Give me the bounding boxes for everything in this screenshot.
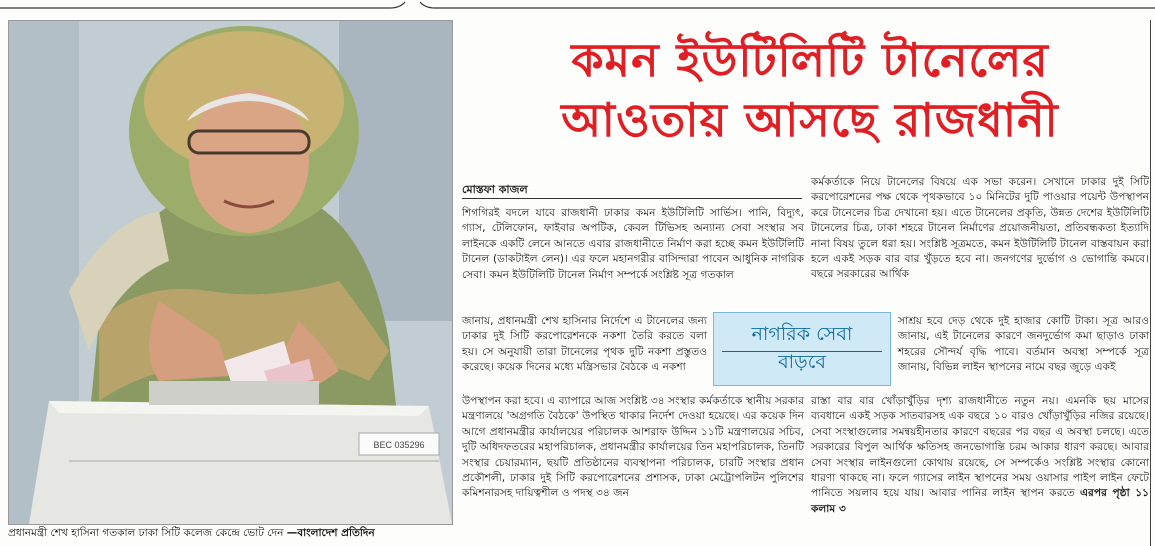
- article-text: শিগগিরই বদলে যাবে রাজধানী ঢাকার কমন ইউটিলিটি সার্ভিস। পানি, বিদ্যুৎ, গ্যাস, টেলিফোন, ফাইবার অপটিক, কেবল টিভিসহ অন্যান্য সেবা সংস্থার সব লাইনকে একটি লেনে আনতে এবার রাজধানীতে নির্মাণ করা হচ্ছে কমন ইউটিলিটি টানেল (ডাকটাইল লেন)। এর ফলে মহানগরীর বাসিন্দারা পাবেন আধুনিক নাগরিক সেবা। কমন ইউটিলিটি টানেল নির্মাণ সম্পর্কে সংশ্লিষ্ট সূত্র গতকাল: [462, 207, 804, 281]
- article-column-1-part-1: [462, 206, 804, 283]
- top-frame: [0, 0, 1155, 12]
- article-text: কর্মকর্তাকে নিয়ে টানেলের বিষয়ে এক সভা করেন। সেখানে ঢাকার দুই সিটি করপোরেশনের পক্ষ থেকে পৃথকভাবে ১০ মিনিটের দুটি পাওয়ার পয়েন্ট উপস্থাপন করে টানেলের চিত্র দেখানো হয়। এতে টানেলের প্রকৃতি, উন্নত দেশের ইউটিলিটি টানেলের চিত্র, ঢাকা শহরে টানেল নির্মাণের প্রয়োজনীয়তা, প্রতিবন্ধকতা ইত্যাদি নানা বিষয় তুলে ধরা হয়। সংশ্লিষ্ট সূত্রমতে, কমন ইউটিলিটি টানেল বাস্তবায়ন করা হলে একই সড়ক বার বার খুঁড়তে হবে না। জনগণের দুর্ভোগ ও ভোগান্তি কমবে। বছরে সরকারের আর্থিক: [811, 176, 1149, 281]
- continued-on-link[interactable]: এরপর পৃষ্ঠা ১১ কলাম ৩: [811, 487, 1149, 515]
- caption-text: প্রধানমন্ত্রী শেখ হাসিনা গতকাল ঢাকা সিটি কলেজ কেন্দ্রে ভোট দেন: [8, 527, 287, 539]
- byline-rule: [462, 198, 802, 199]
- article-text: রাস্তা বার বার খোঁড়াখুঁড়ির দৃশ্য রাজধানীতে নতুন নয়। এমনকি ছয় মাসের ব্যবধানে একই সড়ক সাতবারসহ এক বছরে ১০ বারও খোঁড়াখুঁড়ির নজির রয়েছে। সেবা সংস্থাগুলোর সমন্বয়হীনতার কারণে বছরের পর বছর এ অবস্থা চলছে। এতে সরকারের বিপুল আর্থিক ক্ষতিসহ জনভোগান্তি চরম আকার ধারণ করছে। আবার সেবা সংস্থার লাইনগুলো কোথায় রয়েছে, সে সম্পর্কেও সংশ্লিষ্ট সংস্থার কোনো ধারণা থাকছে না। ফলে গ্যাসের লাইন স্থাপনের সময় ওয়াসার পাইপ লাইন ফেটে পানিতে সয়লাব হয়ে যায়। আবার পানির লাইন স্থাপন করতে: [811, 395, 1149, 500]
- article-column-1-part-3: [462, 394, 804, 502]
- article-column-2-part-1: [811, 175, 1149, 283]
- headline-line-2: আওতায় আসছে রাজধানী: [561, 93, 1059, 147]
- ballot-box-label: BEC 035296: [373, 440, 425, 450]
- byline: মোস্তফা কাজল: [462, 183, 528, 196]
- news-photo: [8, 20, 453, 525]
- photo-credit: —বাংলাদেশ প্রতিদিন: [286, 527, 375, 539]
- article-text: উপস্থাপন করা হবে। এ ব্যাপারে আজ সংশ্লিষ্ট ৩৪ সংস্থার কর্মকর্তাকে স্থানীয় সরকার মন্ত্রণালয়ে 'অগ্রগতি বৈঠকে' উপস্থিত থাকার নির্দেশ দেওয়া হয়েছে। এর কয়েক দিন আগে প্রধানমন্ত্রীর কার্যালয়ের পরিচালক আশরাফ উদ্দিন ১১টি মন্ত্রণালয়ের সচিব, দুটি অধিদফতরের মহাপরিচালক, প্রধানমন্ত্রীর কার্যালয়ের তিন মহাপরিচালক, তিনটি সংস্থার চেয়ারম্যান, ছয়টি প্রতিষ্ঠানের ব্যবস্থাপনা পরিচালক, চারটি সংস্থার প্রধান প্রকৌশলী, ঢাকার দুই সিটি করপোরেশনের প্রশাসক, ঢাকা মেট্রোপলিটন পুলিশের কমিশনারসহ দায়িত্বশীল ও পদস্থ ৩৪ জন: [462, 395, 804, 500]
- photo-caption: [8, 525, 468, 541]
- article-text: সাশ্রয় হবে দেড় থেকে দুই হাজার কোটি টাকা। সূত্র আরও জানায়, এই টানেলের কারণে জনদুর্ভোগ কমা ছাড়াও ঢাকা শহরের সৌন্দর্য বৃদ্ধি পাবে। বর্তমান অবস্থা সম্পর্কে সূত্র জানায়, বিভিন্ন লাইন স্থাপনের নামে বছর জুড়ে একই: [898, 315, 1149, 374]
- pull-quote-line-2: বাড়বে: [778, 351, 826, 373]
- headline-line-1: কমন ইউটিলিটি টানেলের: [571, 33, 1049, 87]
- article-column-2-part-2: [898, 314, 1149, 376]
- pull-quote-divider: [722, 351, 882, 352]
- article-column-1-part-2: [462, 314, 707, 376]
- pull-quote-line-1: নাগরিক সেবা: [751, 323, 853, 345]
- article-column-2-part-3: [811, 394, 1149, 517]
- right-edge-rule: [1150, 20, 1155, 546]
- pull-quote: [713, 312, 891, 386]
- article-text: জানায়, প্রধানমন্ত্রী শেখ হাসিনার নির্দেশে এ টানেলের জন্য ঢাকার দুই সিটি করপোরেশনকে নকশা তৈরি করতে বলা হয়। সে অনুযায়ী তারা টানেলের পৃথক দুটি নকশা প্রস্তুতও করেছে। কয়েক দিনের মধ্যে মন্ত্রিসভার বৈঠকে এ নকশা: [462, 315, 707, 374]
- headline: [470, 30, 1150, 150]
